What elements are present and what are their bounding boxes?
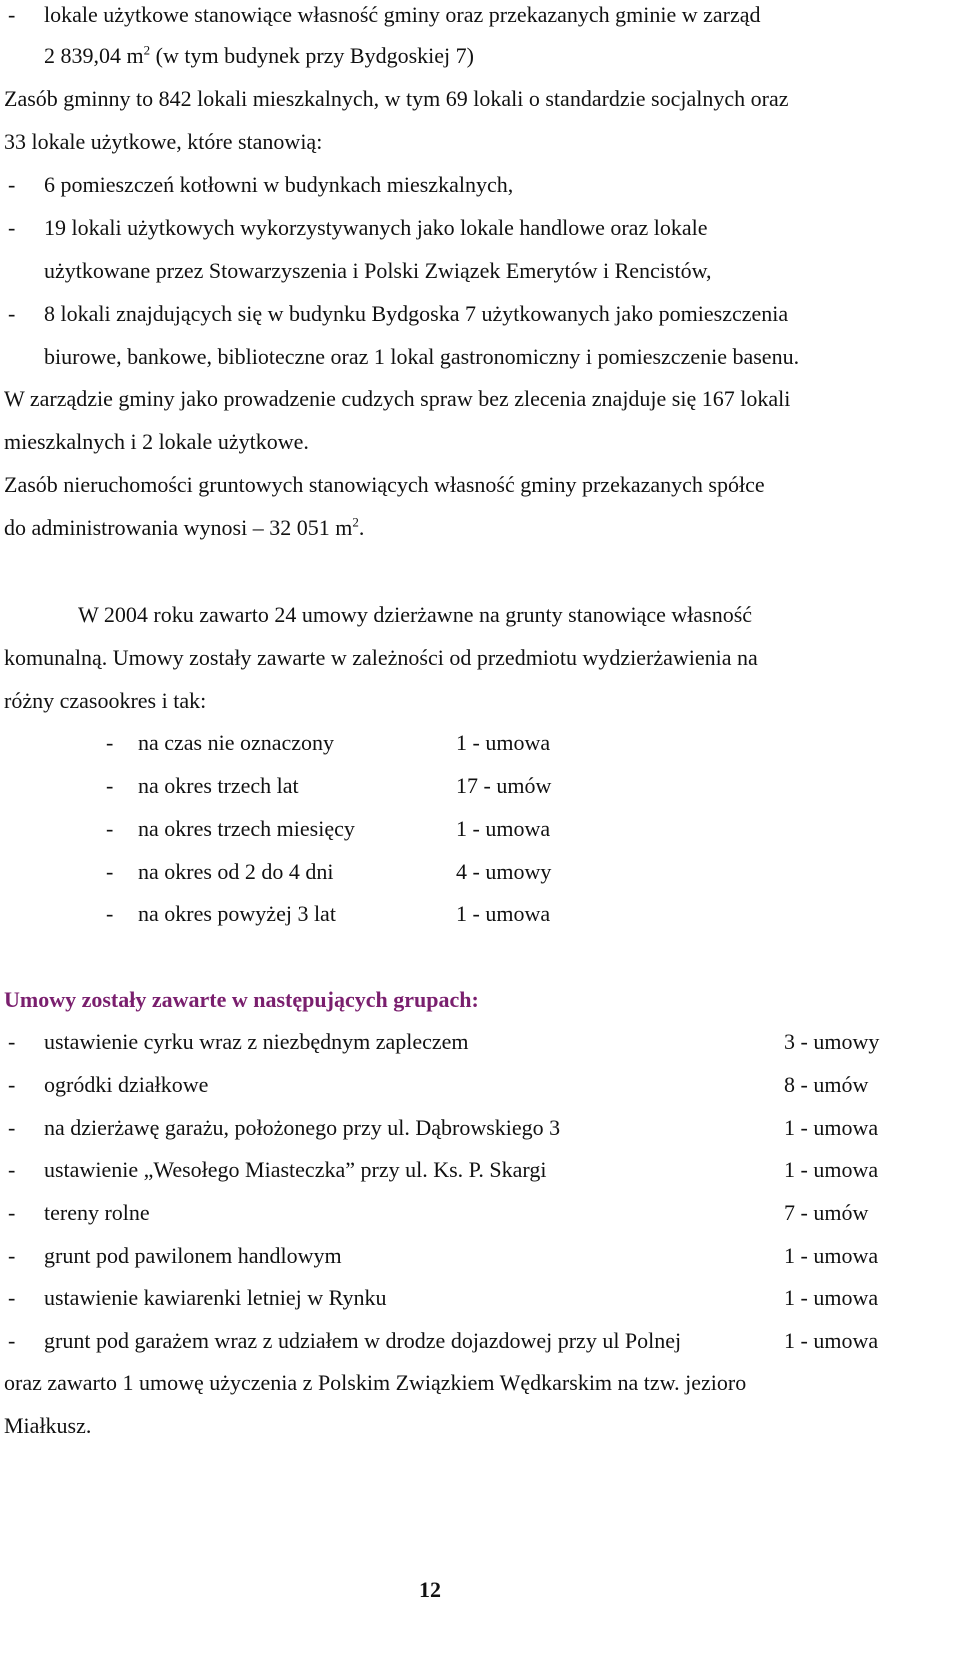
grunty-line1: Zasób nieruchomości gruntowych stanowiących własność gminy przekazanych spółce bbox=[4, 472, 765, 497]
sub3-line2: biurowe, bankowe, biblioteczne oraz 1 lokal gastronomiczny i pomieszczenie basenu. bbox=[44, 344, 800, 369]
period-count: 4 - umowy bbox=[456, 859, 552, 884]
lease-para-line3: różny czasookres i tak: bbox=[4, 688, 207, 713]
group-dash: - bbox=[8, 1029, 16, 1054]
period-dash: - bbox=[106, 859, 114, 884]
group-dash: - bbox=[8, 1072, 16, 1097]
closing-line2: Miałkusz. bbox=[4, 1413, 92, 1438]
group-label: ustawienie „Wesołego Miasteczka” przy ul. Ks. P. Skargi bbox=[44, 1157, 547, 1182]
sub-dash: - bbox=[8, 215, 16, 240]
group-label: ogródki działkowe bbox=[44, 1072, 209, 1097]
period-dash: - bbox=[106, 773, 114, 798]
period-dash: - bbox=[106, 730, 114, 755]
group-dash: - bbox=[8, 1200, 16, 1225]
group-count: 8 - umów bbox=[784, 1072, 869, 1097]
group-label: grunt pod garażem wraz z udziałem w drodze dojazdowej przy ul Polnej bbox=[44, 1328, 682, 1353]
group-dash: - bbox=[8, 1328, 16, 1353]
groups-heading: Umowy zostały zawarte w następujących grupach: bbox=[4, 987, 479, 1012]
bullet1-line1: lokale użytkowe stanowiące własność gminy oraz przekazanych gminie w zarząd bbox=[44, 2, 761, 27]
bullet1-line2: 2 839,04 $m^2$ (w tym budynek przy Bydgoskiej 7) bbox=[44, 42, 474, 68]
group-label: ustawienie kawiarenki letniej w Rynku bbox=[44, 1285, 387, 1310]
zasob-line2: 33 lokale użytkowe, które stanowią: bbox=[4, 129, 323, 154]
grunty-line2: do administrowania wynosi – 32 051 $m^2$. bbox=[4, 514, 365, 540]
group-dash: - bbox=[8, 1115, 16, 1140]
group-count: 3 - umowy bbox=[784, 1029, 880, 1054]
group-count: 1 - umowa bbox=[784, 1115, 879, 1140]
group-dash: - bbox=[8, 1157, 16, 1182]
group-dash: - bbox=[8, 1285, 16, 1310]
zarzad-line1: W zarządzie gminy jako prowadzenie cudzych spraw bez zlecenia znajduje się 167 lokali bbox=[4, 386, 791, 411]
sub2-line2: użytkowane przez Stowarzyszenia i Polski Związek Emerytów i Rencistów, bbox=[44, 258, 712, 283]
period-count: 1 - umowa bbox=[456, 901, 551, 926]
group-dash: - bbox=[8, 1243, 16, 1268]
sub2-line1: 19 lokali użytkowych wykorzystywanych jako lokale handlowe oraz lokale bbox=[44, 215, 708, 240]
closing-line1: oraz zawarto 1 umowę użyczenia z Polskim Związkiem Wędkarskim na tzw. jezioro bbox=[4, 1370, 747, 1395]
period-label: na okres od 2 do 4 dni bbox=[138, 859, 334, 884]
group-count: 1 - umowa bbox=[784, 1328, 879, 1353]
group-label: tereny rolne bbox=[44, 1200, 150, 1225]
period-label: na czas nie oznaczony bbox=[138, 730, 335, 755]
group-label: grunt pod pawilonem handlowym bbox=[44, 1243, 342, 1268]
sub-dash: - bbox=[8, 301, 16, 326]
period-dash: - bbox=[106, 901, 114, 926]
group-label: ustawienie cyrku wraz z niezbędnym zapleczem bbox=[44, 1029, 469, 1054]
period-label: na okres trzech miesięcy bbox=[138, 816, 355, 841]
group-count: 1 - umowa bbox=[784, 1285, 879, 1310]
page-number: 12 bbox=[419, 1577, 441, 1602]
period-dash: - bbox=[106, 816, 114, 841]
lease-para-line2: komunalną. Umowy zostały zawarte w zależności od przedmiotu wydzierżawienia na bbox=[4, 645, 758, 670]
period-count: 1 - umowa bbox=[456, 730, 551, 755]
period-count: 1 - umowa bbox=[456, 816, 551, 841]
group-count: 7 - umów bbox=[784, 1200, 869, 1225]
sub-dash: - bbox=[8, 172, 16, 197]
sub3-line1: 8 lokali znajdujących się w budynku Bydgoska 7 użytkowanych jako pomieszczenia bbox=[44, 301, 789, 326]
zasob-line1: Zasób gminny to 842 lokali mieszkalnych, w tym 69 lokali o standardzie socjalnych oraz bbox=[4, 86, 789, 111]
bullet-dash: - bbox=[8, 2, 16, 27]
group-count: 1 - umowa bbox=[784, 1157, 879, 1182]
group-count: 1 - umowa bbox=[784, 1243, 879, 1268]
sub1-text: 6 pomieszczeń kotłowni w budynkach mieszkalnych, bbox=[44, 172, 514, 197]
period-label: na okres powyżej 3 lat bbox=[138, 901, 336, 926]
lease-para-line1: W 2004 roku zawarto 24 umowy dzierżawne na grunty stanowiące własność bbox=[78, 602, 753, 627]
group-label: na dzierżawę garażu, położonego przy ul. Dąbrowskiego 3 bbox=[44, 1115, 561, 1140]
period-label: na okres trzech lat bbox=[138, 773, 299, 798]
zarzad-line2: mieszkalnych i 2 lokale użytkowe. bbox=[4, 429, 309, 454]
period-count: 17 - umów bbox=[456, 773, 552, 798]
